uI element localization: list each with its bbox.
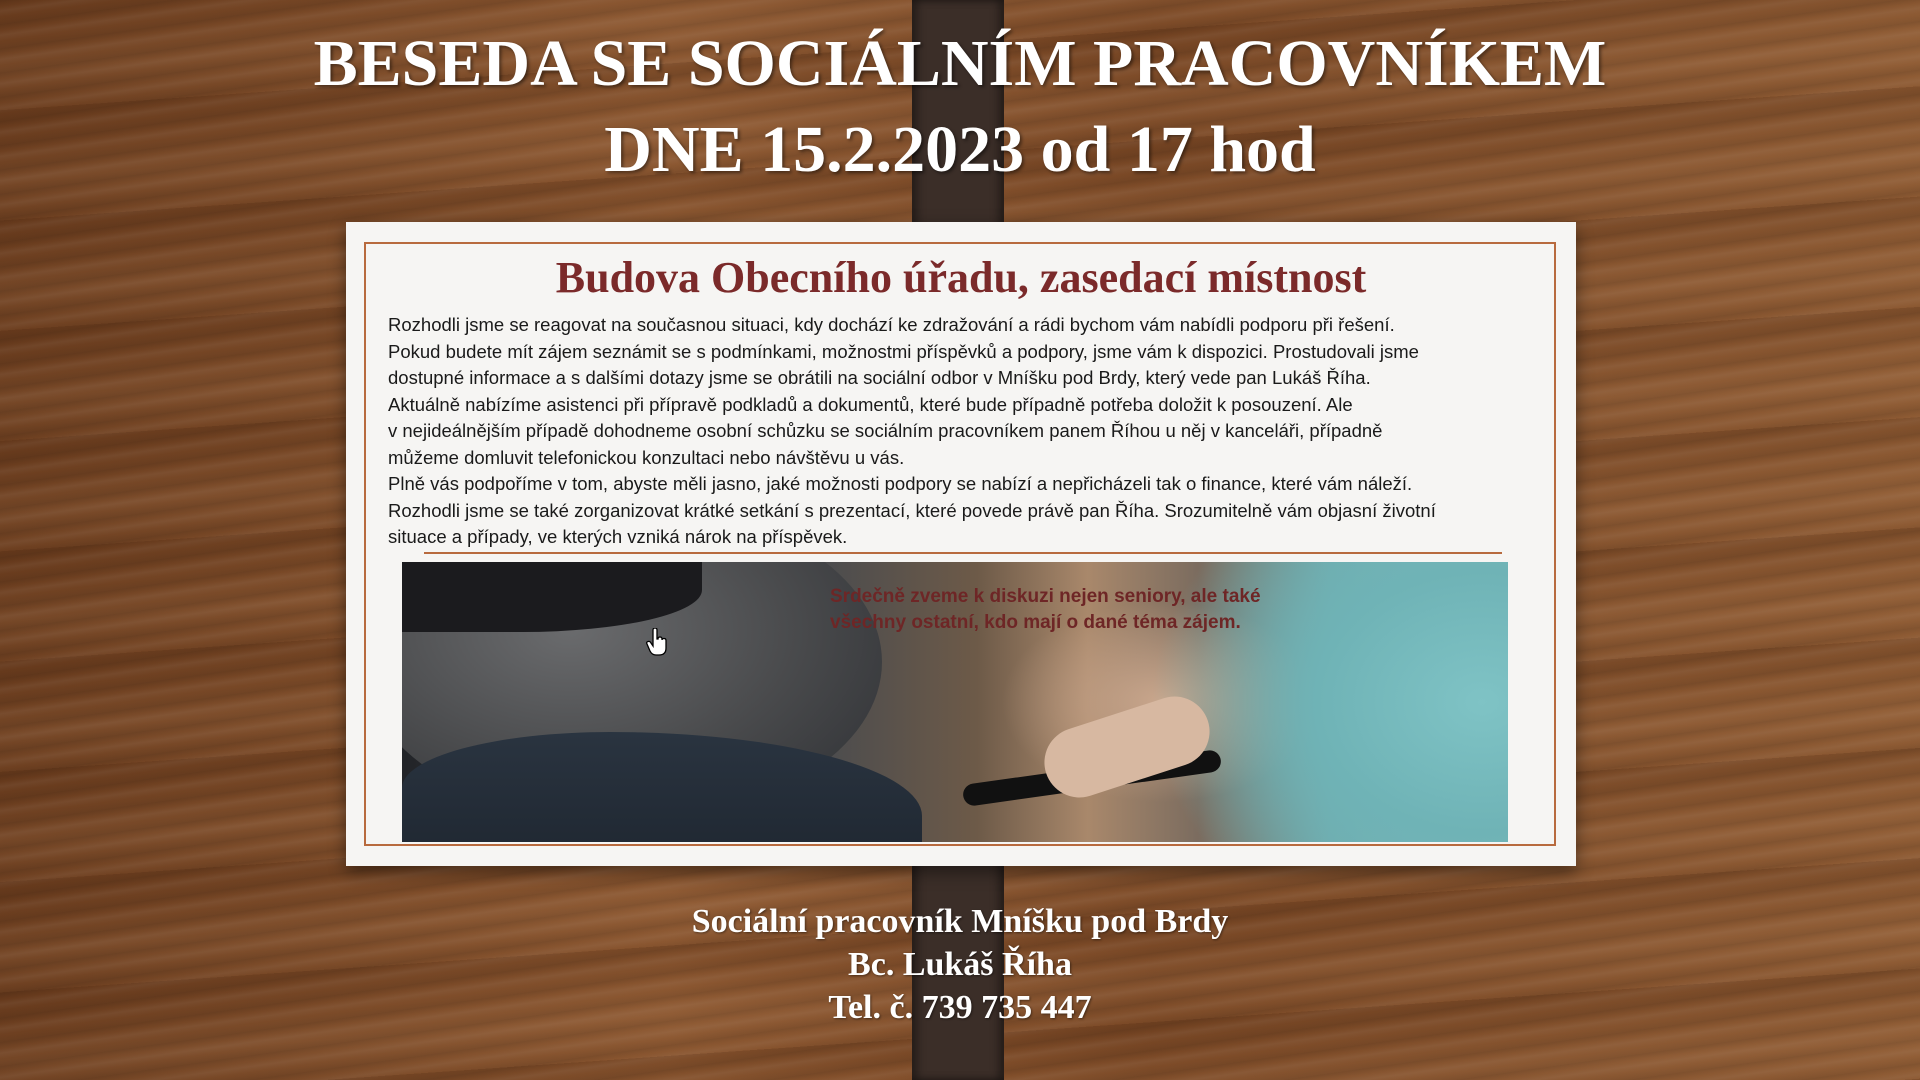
caption-line2: všechny ostatní, kdo mají o dané téma zájem.	[830, 612, 1241, 633]
card-body	[388, 312, 1528, 551]
photo-jacket	[402, 732, 922, 842]
footer-phone: Tel. č. 739 735 447	[828, 989, 1092, 1026]
body-line: Rozhodli jsme se reagovat na současnou situaci, kdy dochází ke zdražování a rádi bychom vám nabídli podporu při řešení.	[388, 314, 1395, 335]
caption-line1: Srdečně zveme k diskuzi nejen seniory, ale také	[830, 586, 1261, 607]
body-line: situace a případy, ve kterých vzniká nárok na příspěvek.	[388, 526, 848, 547]
footer-name: Bc. Lukáš Říha	[848, 946, 1072, 983]
photo-hand	[1035, 687, 1218, 806]
body-line: Plně vás podpoříme v tom, abyste měli jasno, jaké možnosti podpory se nabízí a nepřicházeli tak o finance, které vám náleží.	[388, 473, 1413, 494]
body-line: Aktuálně nabízíme asistenci při přípravě podkladů a dokumentů, které bude případně potřeba doložit k posouzení. Ale	[388, 393, 1353, 415]
body-line: v nejideálnějším případě dohodneme osobní schůzku se sociálním pracovníkem panem Říhou u něj v kanceláři, případně	[388, 420, 1383, 441]
hand-pointer-icon	[646, 628, 668, 656]
headline-line1: BESEDA SE SOCIÁLNÍM PRACOVNÍKEM	[313, 27, 1607, 100]
body-line: Pokud budete mít zájem seznámit se s podmínkami, možnostmi příspěvků a podpory, jsme vám k dispozici. Prostudovali jsme	[388, 340, 1419, 362]
divider	[424, 552, 1502, 554]
headline-line2: DNE 15.2.2023 od 17 hod	[604, 113, 1316, 186]
photo-caption	[830, 584, 1350, 636]
info-card	[346, 222, 1576, 866]
body-line: Rozhodli jsme se také zorganizovat krátké setkání s prezentací, které povede právě pan Říha. Srozumitelně vám objasní životní	[388, 499, 1436, 521]
card-title: Budova Obecního úřadu, zasedací místnost	[555, 253, 1367, 302]
seniors-photo	[402, 562, 1508, 842]
footer-role: Sociální pracovník Mníšku pod Brdy	[691, 903, 1229, 940]
body-line: můžeme domluvit telefonickou konzultaci nebo návštěvu u vás.	[388, 446, 905, 468]
body-line: dostupné informace a s dalšími dotazy jsme se obrátili na sociální odbor v Mníšku pod Brdy, který vede pan Lukáš Říha.	[388, 367, 1371, 388]
